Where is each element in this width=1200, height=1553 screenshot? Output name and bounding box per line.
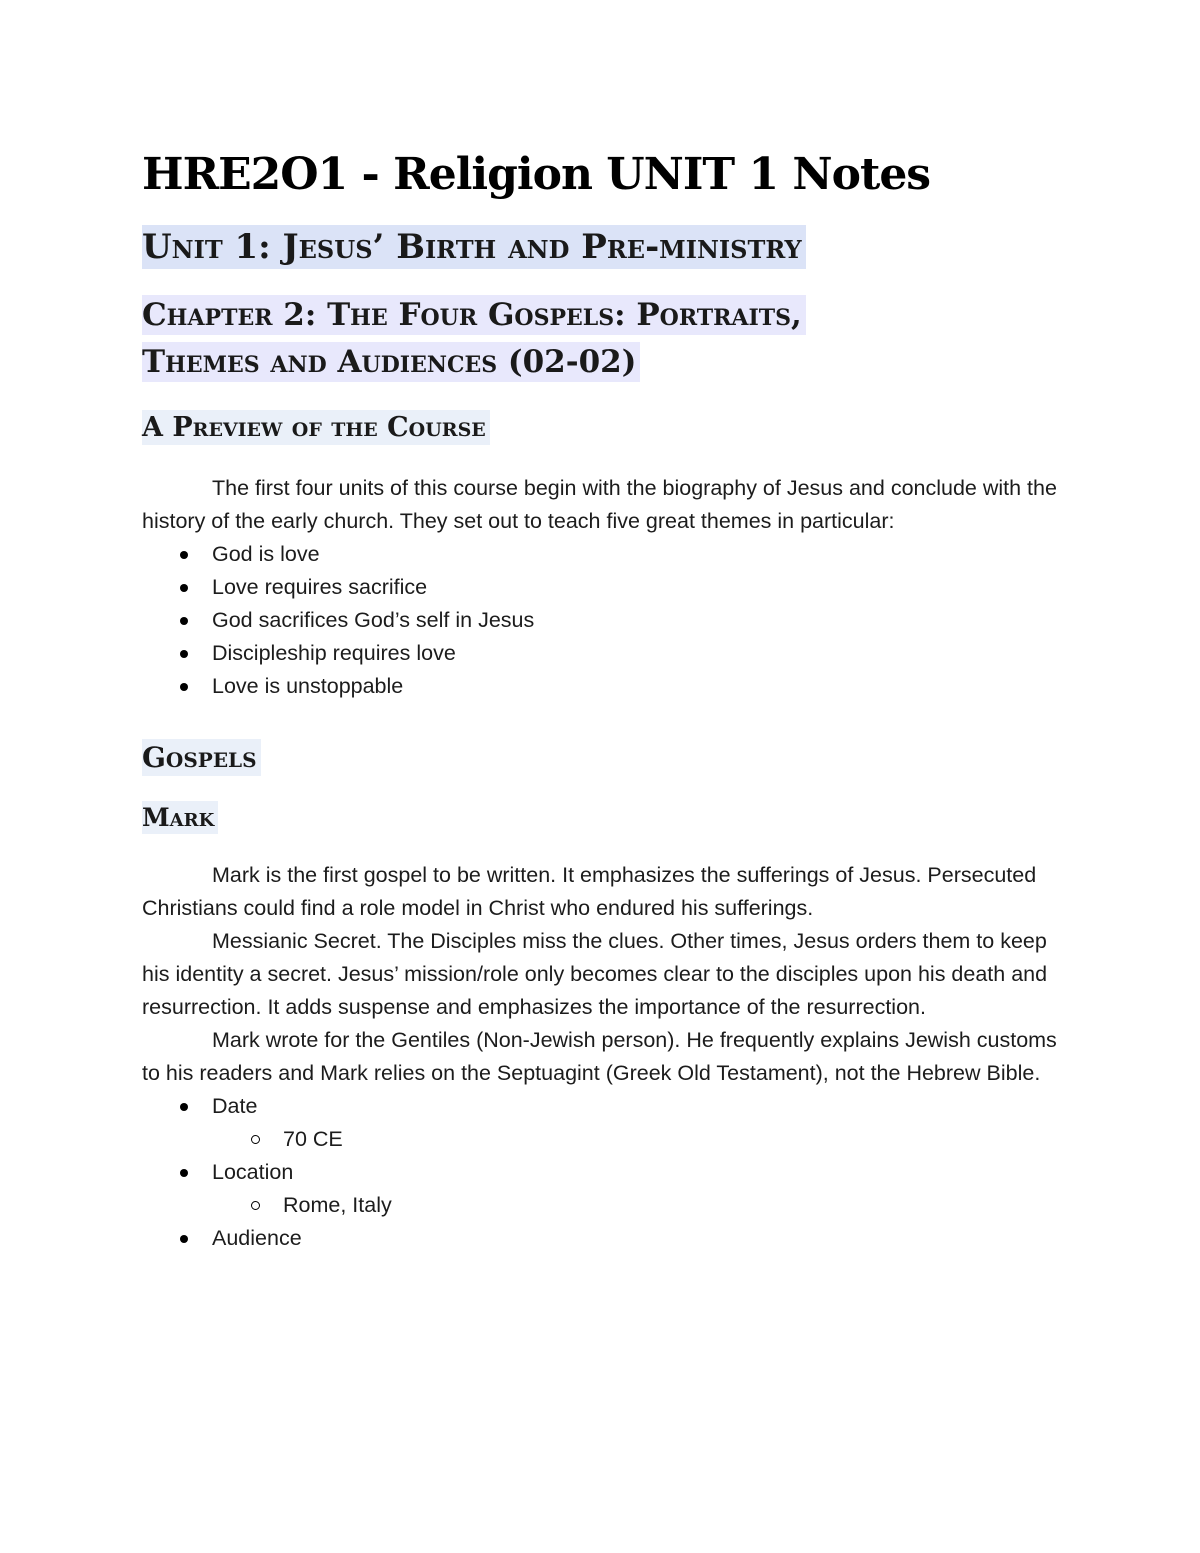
bullet-icon: [180, 650, 188, 658]
bullet-icon: [180, 617, 188, 625]
mark-heading: [142, 801, 1062, 835]
hollow-bullet-icon: [251, 1201, 260, 1210]
list-item: [142, 1156, 1062, 1222]
gospels-heading: [142, 739, 1062, 777]
chapter-heading-line1: Chapter 2: The Four Gospels: Portraits,: [142, 295, 806, 335]
fact-label: Audience: [212, 1226, 302, 1250]
theme-text: Love is unstoppable: [212, 674, 404, 698]
bullet-icon: [180, 584, 188, 592]
chapter-heading: [142, 292, 1062, 386]
list-item: [142, 1090, 1062, 1156]
unit-heading-text: Unit 1: Jesus’ Birth and Pre-ministry: [142, 225, 806, 269]
list-item: [142, 637, 1062, 670]
preview-heading: [142, 410, 1062, 446]
list-item: [142, 1189, 1062, 1222]
preview-paragraph: The first four units of this course begin with the biography of Jesus and conclude with the history of the early church. They set out to teach five great themes in particular:: [142, 476, 1057, 533]
bullet-icon: [180, 1103, 188, 1111]
mark-heading-text: Mark: [142, 801, 218, 834]
document-title: HRE2O1 - Religion UNIT 1 Notes: [142, 149, 931, 200]
list-item: [142, 571, 1062, 604]
fact-sublist: [212, 1123, 1062, 1156]
bullet-icon: [180, 683, 188, 691]
list-item: [142, 1222, 1062, 1255]
mark-paragraph-3: Mark wrote for the Gentiles (Non-Jewish person). He frequently explains Jewish customs to his readers and Mark relies on the Septuagint (Greek Old Testament), not the Hebrew Bible.: [142, 1028, 1057, 1085]
fact-label: Date: [212, 1094, 258, 1118]
mark-paragraph-1: Mark is the first gospel to be written. It emphasizes the sufferings of Jesus. Persecuted Christians could find a role model in Christ who endured his sufferings.: [142, 863, 1037, 920]
list-item: [142, 538, 1062, 571]
mark-facts-list: [142, 1090, 1062, 1255]
unit-heading: [142, 224, 1062, 270]
list-item: [142, 1123, 1062, 1156]
theme-text: Discipleship requires love: [212, 641, 456, 665]
list-item: [142, 670, 1062, 703]
mark-paragraph-2: Messianic Secret. The Disciples miss the clues. Other times, Jesus orders them to keep his identity a secret. Jesus’ mission/role only becomes clear to the disciples upon his death and resurrection. It adds suspense and emphasizes the importance of the resurrection.: [142, 929, 1048, 1019]
themes-list: [142, 538, 1062, 703]
hollow-bullet-icon: [251, 1135, 260, 1144]
list-item: [142, 604, 1062, 637]
bullet-icon: [180, 1235, 188, 1243]
preview-heading-text: A Preview of the Course: [142, 410, 490, 445]
theme-text: God sacrifices God’s self in Jesus: [212, 608, 535, 632]
fact-label: Location: [212, 1160, 294, 1184]
bullet-icon: [180, 551, 188, 559]
fact-value: 70 CE: [283, 1127, 343, 1151]
document-content: [142, 148, 1062, 1255]
theme-text: God is love: [212, 542, 320, 566]
fact-sublist: [212, 1189, 1062, 1222]
gospels-heading-text: Gospels: [142, 739, 261, 776]
fact-value: Rome, Italy: [283, 1193, 392, 1217]
chapter-heading-line2: Themes and Audiences (02-02): [142, 342, 640, 382]
bullet-icon: [180, 1169, 188, 1177]
theme-text: Love requires sacrifice: [212, 575, 428, 599]
